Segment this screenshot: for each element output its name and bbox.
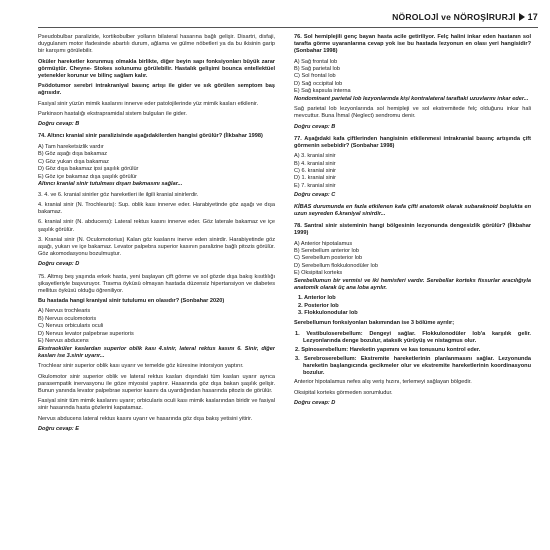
triangle-marker-icon: [519, 13, 525, 21]
page-header: [392, 10, 538, 24]
options-77: [294, 153, 531, 190]
answer-option: A) Tam hareketsizlik vardır: [38, 143, 104, 150]
answer-line: Doğru cevap: D: [294, 400, 336, 406]
function-item: 2. Spinoserebellum: Hareketin yapımını ve kas tonusunu kontrol eder.: [295, 346, 481, 353]
paragraph: Anterior hipotalamus nefes alış veriş hızını, terlemeyi sağlayan bölgedir.: [294, 379, 472, 386]
answer-option: B) Nervus oculomotoris: [38, 315, 97, 322]
answer-option: C) Sol frontal lob: [294, 73, 336, 80]
function-item: 1. Vestibuloserebellum: Dengeyi sağlar. Flokkulonodüler lob'a karşılık gelir. Lezyonlarında denge bozulur, ataksik yürüyüş ve nistagmus olur.: [295, 330, 531, 344]
explanation-heading: Nondominant parietal lob lezyonlarında kişi kontralateral taraftaki uzuvlarını inkar eder...: [294, 95, 529, 102]
function-list: [294, 331, 531, 377]
answer-option: C) Serebellum posterior lob: [294, 255, 363, 262]
answer-line: Doğru cevap: D: [38, 261, 80, 268]
paragraph: Nervus abducens lateral rektus kasını uyarır ve hasarında göz dışa bakış yetisini yitirir.: [38, 415, 253, 422]
answer-option: B) Serebellum anterior lob: [294, 248, 359, 255]
page-number: 17: [527, 12, 538, 22]
answer-line: Doğru cevap: C: [294, 191, 336, 198]
paragraph: Oksipital korteks görmeden sorumludur.: [294, 389, 393, 396]
explanation-heading: KİBAS durumunda en fazla etkilenen kafa çifti anatomik olarak subaraknoid boşlukta en uzun seyreden 6.kraniyal sinirdir...: [294, 204, 531, 218]
functions-title: Serebellumun fonksiyonları bakımından ise 3 bölüme ayrılır;: [294, 320, 455, 327]
answer-option: E) 7. kranial sinir: [294, 182, 336, 189]
answer-line: Doğru cevap: B: [38, 121, 80, 128]
paragraph: Fasiyal sinir tüm mimik kaslarını uyarır; orbicularis oculi kası mimik kaslarından biridir ve fasiyal sinir hasarında hasta gözlerini kapatamaz.: [38, 398, 275, 412]
paragraph: 4. kranial sinir (N. Trochlearis): Sup. oblik kası innerve eder. Harabiyetinde göz aşağı ve dışa bakamaz.: [38, 201, 275, 216]
answer-option: C) 6. kranial sinir: [294, 168, 336, 175]
explanation-heading: Ekstraoküler kaslardan superior oblik kası 4.sinir, lateral rektus kasını 6. Sinir, diğer kasları ise 3.sinir uyarır...: [38, 345, 275, 359]
question-78: 78. Santral sinir sisteminin hangi bölgesinin lezyonunda dengesizlik görülür? (İlkbahar 1999): [294, 223, 531, 237]
explanation-heading: Serebellumun bir vermisi ve iki hemisferi vardır. Serebellar korteks fissurlar aracılığıyla anatomik olarak üç ana loba ayrılır.: [294, 277, 531, 291]
answer-option: A) Nervus trochlearis: [38, 308, 91, 315]
answer-option: E) Nervus abducens: [38, 338, 89, 345]
paragraph: 3. Kranial sinir (N. Oculomotorius) Kalan göz kaslarını inerve eden sinirdir. Harabiyetinde göz aşağı, yukarı ve içe bakamaz. Levator palpebra superior kasının paralizine bağlı pitozis görülür. Göz akomodasyonu bozulmuştur.: [38, 236, 275, 258]
answer-line: Doğru cevap: B: [294, 123, 336, 130]
answer-option: A) 3. kranial sinir: [294, 153, 336, 160]
answer-option: B) Sağ parietal lob: [294, 65, 341, 72]
right-column: [294, 34, 531, 544]
lobe-item: 1. Anterior lob: [298, 295, 336, 302]
paragraph: Fasiyal sinir yüzün mimik kaslarını innerve eder patolojilerinde yüz mimik kasları etkilenir.: [38, 100, 259, 107]
paragraph: Pseudobulbar paralizide, kortikobulber yolların bilateral hasarına bağlı gelişir. Disartri, disfaji, duygulanım motor ifadesinde abartılı durum, ağlama ve gülme nöbetleri ya da bu ikisinin garip bir karışımı görülebilir.: [38, 34, 275, 55]
explanation-heading: Altıncı kranial sinir tutulması dışarı bakmasını sağlar...: [38, 181, 183, 188]
answer-option: B) 4. kranial sinir: [294, 160, 336, 167]
answer-option: A) Sağ frontal lob: [294, 58, 338, 65]
answer-option: E) Oksipital korteks: [294, 270, 343, 277]
answer-option: A) Anterior hipotalamus: [294, 240, 353, 247]
paragraph: Trochlear sinir superior oblik kası uyarır ve temelde göz küresine intorsiyon yaptırır.: [38, 363, 244, 370]
lobe-item: 3. Flokkulonodular lob: [298, 310, 358, 317]
answer-option: D) Nervus levator palpebrae superioris: [38, 330, 134, 337]
question-75: 75. Altmış beş yaşında erkek hasta, yeni başlayan çift görme ve sol gözde dışa bakış kısıtlılığı şikayetleriyle başvuruyor. Travma öyküsü olmayan hastada düzensiz hipertansiyon ve diabetes mellitus öyküsü olduğu öğreniliyor.: [38, 273, 275, 294]
lobe-item: 2. Posterior lob: [298, 302, 339, 309]
answer-option: D) Göz dışa bakamaz ipsi şaşılık görülür: [38, 166, 139, 173]
question-77: 77. Aşağıdaki kafa çiftlerinden hangisinin etkilenmesi intrakranial basınç artışında çift görmenin sebebidir? (Sonbahar 1998): [294, 135, 531, 149]
paragraph: Parkinson hastalığı ekstrapramidal sistem bulguları ile gider.: [38, 110, 187, 117]
paragraph: Sağ parietal lob lezyonlarında sol hemipleji ve sol ekstremitede felç olduğunu inkar hali mevcuttur. Buna İhmal (Neglect) sendromu denir.: [294, 106, 531, 120]
question-75-stem: Bu hastada hangi kraniyal sinir tutulumu en olasıdır? (Sonbahar 2020): [38, 298, 225, 305]
header-rule: [38, 27, 538, 28]
paragraph: 6. kranial sinir (N. abducens): Lateral rektus kasını innerve eder. Göz laterale bakamaz ve içe şaşılık görülür.: [38, 219, 275, 233]
answer-option: D) Serebellum flokkulonodüler lob: [294, 262, 378, 269]
question-74: 74. Altıncı kranial sinir paralizisinde aşağıdakilerden hangisi görülür? (İlkbahar 1998): [38, 133, 263, 140]
answer-option: D) 1. kranial sinir: [294, 175, 336, 182]
answer-option: C) Nervus orbicularis oculi: [38, 323, 104, 330]
options-76: [294, 59, 531, 96]
answer-option: B) Göz aşağı dışa bakamaz: [38, 151, 108, 158]
paragraph: Psödotumor serebri intrakraniyal basınç artışı ile gider ve sık görülen semptom baş ağrısıdır.: [38, 83, 275, 97]
paragraph: 3. 4. ve 6. kranial sinirler göz hareketleri ile ilgili kranial sinirlerdir.: [38, 191, 199, 198]
options-78: [294, 241, 531, 278]
paragraph: Oküler hareketler korunmuş olmakla birlikte, diğer beyin sapı fonksiyonları büyük zarar görmüştür. Cheyne- Stokes solunumu görülebilir. Hastalık gelişimi bounca entellektüel yetenekler korunur ve bilinç sağlam kalır.: [38, 58, 275, 79]
paragraph: Okulomotor sinir superior oblik ve lateral rektus kasları dışındaki tüm kasları uyarır ayrıca parasempatik inervasyonu ile göze miyosisi yaptırır. Hasarında göz dışa bakan şaşılık gelişir. Bunun yanında levator palpebrae superior kasını da uyardığından hasarında pitozis de görülür.: [38, 373, 275, 394]
lobe-list: [298, 295, 531, 317]
left-column: [38, 34, 275, 544]
section-title: NÖROLOJİ ve NÖROŞİRURJİ: [392, 12, 516, 22]
answer-option: E) Göz içe bakamaz dışa şaşılık görülür: [38, 173, 137, 180]
function-item: 3. Serebroserebellum: Ekstremite hareketlerinin planlanmasını sağlar. Lezyonunda hareketin başlangıcında gecikmeler olur ve ekstremite hareketlerinin koordinasyonu bozulur.: [295, 355, 531, 377]
question-76: 76. Sol hemiplejili genç bayan hasta acile getiriliyor. Felç halini inkar eden hastanın sol tarafta görme uyaranlarına cevap yok ise bu hastada lezyonun en olası yeri hangisidir? (Sonbahar 1998): [294, 34, 531, 55]
answer-option: C) Göz yukarı dışa bakamaz: [38, 158, 109, 165]
answer-line: Doğru cevap: E: [38, 426, 80, 433]
answer-option: E) Sağ kapsula interna: [294, 88, 351, 95]
options-74: [38, 144, 275, 181]
answer-option: D) Sağ occipital lob: [294, 80, 343, 87]
options-75: [38, 308, 275, 345]
